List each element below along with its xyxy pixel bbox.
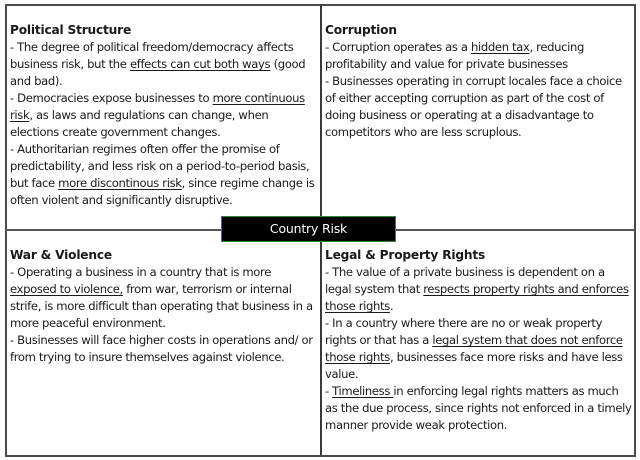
bullet-text: - Operating a business in a country that is more exposed to violence, from war, terrorism or internal strife, is more difficult than operating that business in a more peaceful environment.: [10, 265, 313, 330]
emphasis-text: hidden tax: [471, 40, 530, 54]
quadrant-war-violence: [10, 247, 318, 366]
center-label-country-risk: Country Risk: [221, 216, 396, 242]
bullet-text: - Businesses will face higher costs in operations and/ or from trying to insure themselves against violence.: [10, 333, 313, 364]
bullet-text: - The degree of political freedom/democracy affects business risk, but the effects can cut both ways (good and bad).: [10, 40, 306, 88]
bullet-text: - Democracies expose businesses to more continuous risk, as laws and regulations can change, when elections create government changes.: [10, 91, 305, 139]
quadrant-title: Corruption: [325, 23, 397, 37]
quadrant-title: Political Structure: [10, 23, 132, 37]
quadrant-political-structure: [10, 22, 318, 209]
quadrant-legal-property-rights: [325, 247, 633, 434]
bullet-text: - Businesses operating in corrupt locales face a choice of either accepting corruption as part of the cost of doing business or operating at a disadvantage to competitors who are less scruplous.: [325, 74, 622, 139]
bullet-text: - Authoritarian regimes often offer the promise of predictability, and less risk on a period-to-period basis, but face more discontinous risk, since regime change is often violent and significantly disruptive.: [10, 142, 315, 207]
bullet-text: - Timeliness in enforcing legal rights matters as much as the due process, since rights not enforced in a timely manner provide weak protection.: [325, 384, 632, 432]
emphasis-text: effects can cut both ways: [129, 57, 271, 71]
emphasis-text: more continuous risk: [10, 91, 305, 122]
quadrant-title: War & Violence: [10, 248, 112, 262]
emphasis-text: respects property rights and enforces those rights: [325, 282, 629, 313]
bullet-text: - In a country where there are no or weak property rights or that has a legal system that does not enforce those rights, businesses face more risks and have less value.: [325, 316, 623, 381]
quadrant-corruption: [325, 22, 633, 141]
bullet-text: - Corruption operates as a hidden tax, reducing profitability and value for private businesses: [325, 40, 585, 71]
emphasis-text: more discontinous risk: [58, 176, 182, 190]
emphasis-text: exposed to violence,: [10, 282, 123, 296]
bullet-text: - The value of a private business is dependent on a legal system that respects property rights and enforces those rights.: [325, 265, 629, 313]
emphasis-text: legal system that does not enforce those rights: [325, 333, 623, 364]
quadrant-title: Legal & Property Rights: [325, 248, 486, 262]
emphasis-text: Timeliness: [332, 384, 394, 398]
